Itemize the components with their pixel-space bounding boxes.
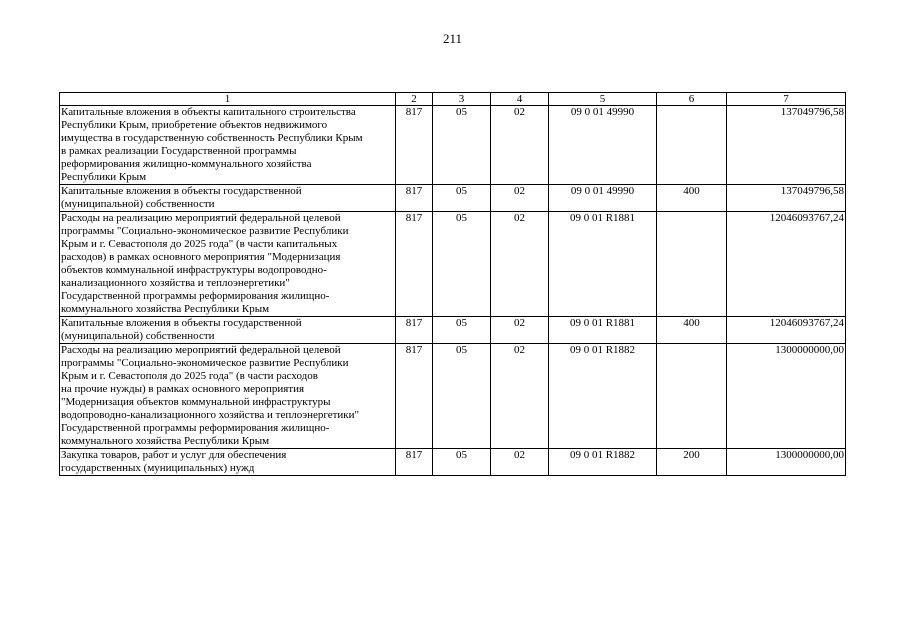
target-article-code: 09 0 01 49990 [549,106,657,185]
subsection-code: 02 [491,212,549,317]
section-code: 05 [433,449,491,476]
row-description: Капитальные вложения в объекты капитального строительства Республики Крым, приобретение объектов недвижимого имущества в государственную собственность Республики Крым в рамках реализации Государственной программы реформирования жилищно-коммунального хозяйства Республики Крым [60,106,396,185]
ministry-code: 817 [396,317,433,344]
expense-type-code: 200 [657,449,727,476]
row-description: Закупка товаров, работ и услуг для обеспечения государственных (муниципальных) нужд [60,449,396,476]
amount-value: 137049796,58 [727,185,846,212]
row-description: Капитальные вложения в объекты государственной (муниципальной) собственности [60,185,396,212]
row-description: Расходы на реализацию мероприятий федеральной целевой программы "Социально-экономическое развитие Республики Крым и г. Севастополя до 2025 года" (в части расходов на прочие нужды) в рамках основного мероприятия "Модернизация объектов коммунальной инфраструктуры водопроводно-канализационного хозяйства и теплоэнергетики" Государственной программы реформирования жилищно- коммунального хозяйства Республики Крым [60,344,396,449]
column-header: 1 [60,93,396,106]
ministry-code: 817 [396,449,433,476]
section-code: 05 [433,212,491,317]
subsection-code: 02 [491,344,549,449]
column-header: 5 [549,93,657,106]
expense-type-code: 400 [657,317,727,344]
page-number: 211 [442,31,463,46]
table-row [60,212,846,317]
budget-table [59,92,846,476]
subsection-code: 02 [491,317,549,344]
amount-value: 1300000000,00 [727,449,846,476]
section-code: 05 [433,344,491,449]
section-code: 05 [433,106,491,185]
target-article-code: 09 0 01 R1882 [549,449,657,476]
ministry-code: 817 [396,212,433,317]
row-description: Расходы на реализацию мероприятий федеральной целевой программы "Социально-экономическое развитие Республики Крым и г. Севастополя до 2025 года" (в части капитальных расходов) в рамках основного мероприятия "Модернизация объектов коммунальной инфраструктуры водопроводно- канализационного хозяйства и теплоэнергетики" Государственной программы реформирования жилищно- коммунального хозяйства Республики Крым [60,212,396,317]
subsection-code: 02 [491,449,549,476]
column-header: 2 [396,93,433,106]
table-row [60,317,846,344]
ministry-code: 817 [396,106,433,185]
target-article-code: 09 0 01 R1882 [549,344,657,449]
ministry-code: 817 [396,344,433,449]
expense-type-code [657,106,727,185]
amount-value: 12046093767,24 [727,212,846,317]
column-header: 4 [491,93,549,106]
column-header: 3 [433,93,491,106]
expense-type-code [657,212,727,317]
expense-type-code: 400 [657,185,727,212]
amount-value: 1300000000,00 [727,344,846,449]
amount-value: 137049796,58 [727,106,846,185]
column-header: 7 [727,93,846,106]
header-row [60,93,846,106]
row-description: Капитальные вложения в объекты государственной (муниципальной) собственности [60,317,396,344]
subsection-code: 02 [491,106,549,185]
target-article-code: 09 0 01 49990 [549,185,657,212]
table-row [60,185,846,212]
amount-value: 12046093767,24 [727,317,846,344]
ministry-code: 817 [396,185,433,212]
table-row [60,344,846,449]
expense-type-code [657,344,727,449]
subsection-code: 02 [491,185,549,212]
section-code: 05 [433,185,491,212]
target-article-code: 09 0 01 R1881 [549,212,657,317]
target-article-code: 09 0 01 R1881 [549,317,657,344]
column-header: 6 [657,93,727,106]
table-row [60,106,846,185]
table-row [60,449,846,476]
section-code: 05 [433,317,491,344]
